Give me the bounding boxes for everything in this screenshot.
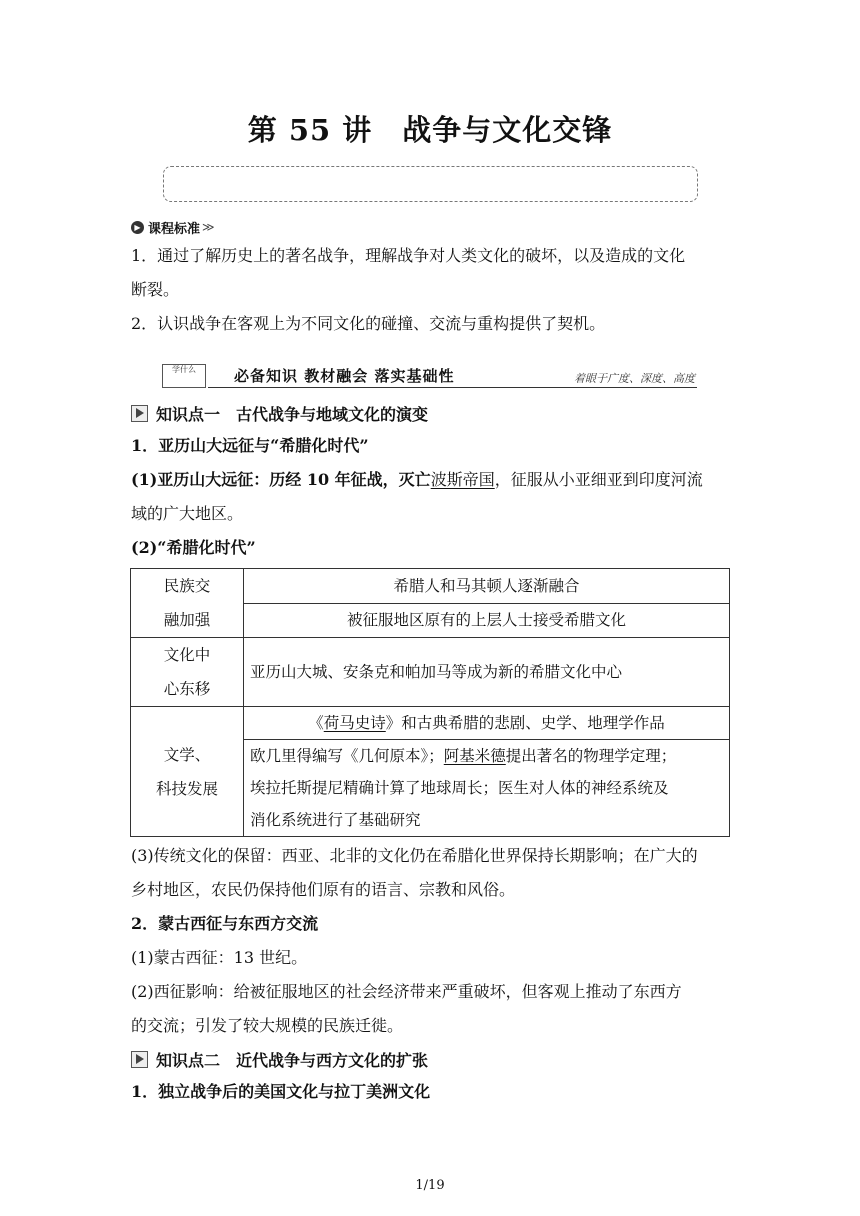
banner-title: 必备知识 教材融会 落实基础性: [234, 367, 455, 385]
course-standard-badge: [131, 218, 215, 236]
table-key-cell: 民族交 融加强: [131, 569, 244, 638]
banner-rule: [208, 387, 697, 388]
table-row: [131, 638, 730, 707]
hellenistic-table: [130, 568, 730, 837]
table-cell: 被征服地区原有的上层人士接受希腊文化: [244, 603, 730, 638]
standard-line-2: 断裂。: [131, 280, 180, 299]
table-cell: 欧几里得编写《几何原本》；阿基米德提出著名的物理学定理； 埃拉托斯提尼精确计算了地球周长；医生对人体的神经系统及 消化系统进行了基础研究: [244, 740, 730, 837]
section-banner: [162, 362, 697, 388]
banner-logo: 学什么: [162, 364, 206, 388]
para-alexander-1: [131, 470, 731, 490]
para-mongol-2a: (2)西征影响：给被征服地区的社会经济带来严重破坏，但客观上推动了东西方: [131, 982, 682, 1001]
section-heading-1-text: 知识点一 古代战争与地域文化的演变: [156, 405, 429, 424]
para-hellenistic: (2)“希腊化时代”: [131, 538, 256, 557]
triangle-bullet-icon: [131, 405, 148, 422]
section-heading-2-text: 知识点二 近代战争与西方文化的扩张: [156, 1051, 429, 1070]
standard-line-1: 1．通过了解历史上的著名战争，理解战争对人类文化的破坏，以及造成的文化: [131, 246, 686, 265]
table-cell: 《荷马史诗》和古典希腊的悲剧、史学、地理学作品: [244, 707, 730, 740]
table-cell: 希腊人和马其顿人逐渐融合: [244, 569, 730, 604]
table-key-cell: 文学、 科技发展: [131, 707, 244, 837]
underlined-archimedes: 阿基米德: [443, 747, 506, 765]
table-row: [131, 707, 730, 740]
play-circle-icon: ▶: [131, 221, 144, 234]
table-key-cell: 文化中 心东移: [131, 638, 244, 707]
para-alexander-2: 域的广大地区。: [131, 504, 244, 523]
badge-label: 课程标准: [148, 221, 201, 237]
underlined-homer: 荷马史诗: [323, 714, 386, 732]
double-chevron-icon: ≫: [202, 220, 215, 234]
underlined-persian-empire: 波斯帝国: [430, 470, 495, 489]
triangle-bullet-icon: [131, 1051, 148, 1068]
para-traditional-1: (3)传统文化的保留：西亚、北非的文化仍在希腊化世界保持长期影响；在广大的: [131, 846, 698, 865]
dashed-box: [163, 166, 698, 202]
para-mongol-2b: 的交流；引发了较大规模的民族迁徙。: [131, 1016, 404, 1035]
para-alexander-1-pre: (1)亚历山大远征：历经 10 年征战，灭亡: [131, 470, 431, 489]
page-number: 1/19: [415, 1178, 445, 1193]
para-traditional-2: 乡村地区，农民仍保持他们原有的语言、宗教和风俗。: [131, 880, 516, 899]
heading-independence: 1．独立战争后的美国文化与拉丁美洲文化: [131, 1082, 431, 1101]
para-alexander-1-post: ，征服从小亚细亚到印度河流: [494, 470, 703, 489]
standard-line-3: 2．认识战争在客观上为不同文化的碰撞、交流与重构提供了契机。: [131, 314, 606, 333]
table-row: [131, 569, 730, 604]
table-cell: 亚历山大城、安条克和帕加马等成为新的希腊文化中心: [244, 638, 730, 707]
section-heading-2: [131, 1048, 428, 1071]
para-mongol-1: (1)蒙古西征：13 世纪。: [131, 948, 308, 967]
section-heading-1: [131, 402, 428, 425]
heading-alexander: 1．亚历山大远征与“希腊化时代”: [131, 436, 369, 455]
banner-subtitle: 着眼于广度、深度、高度: [574, 372, 695, 385]
heading-mongol: 2．蒙古西征与东西方交流: [131, 914, 319, 933]
lesson-title: 第 55 讲 战争与文化交锋: [247, 113, 613, 147]
